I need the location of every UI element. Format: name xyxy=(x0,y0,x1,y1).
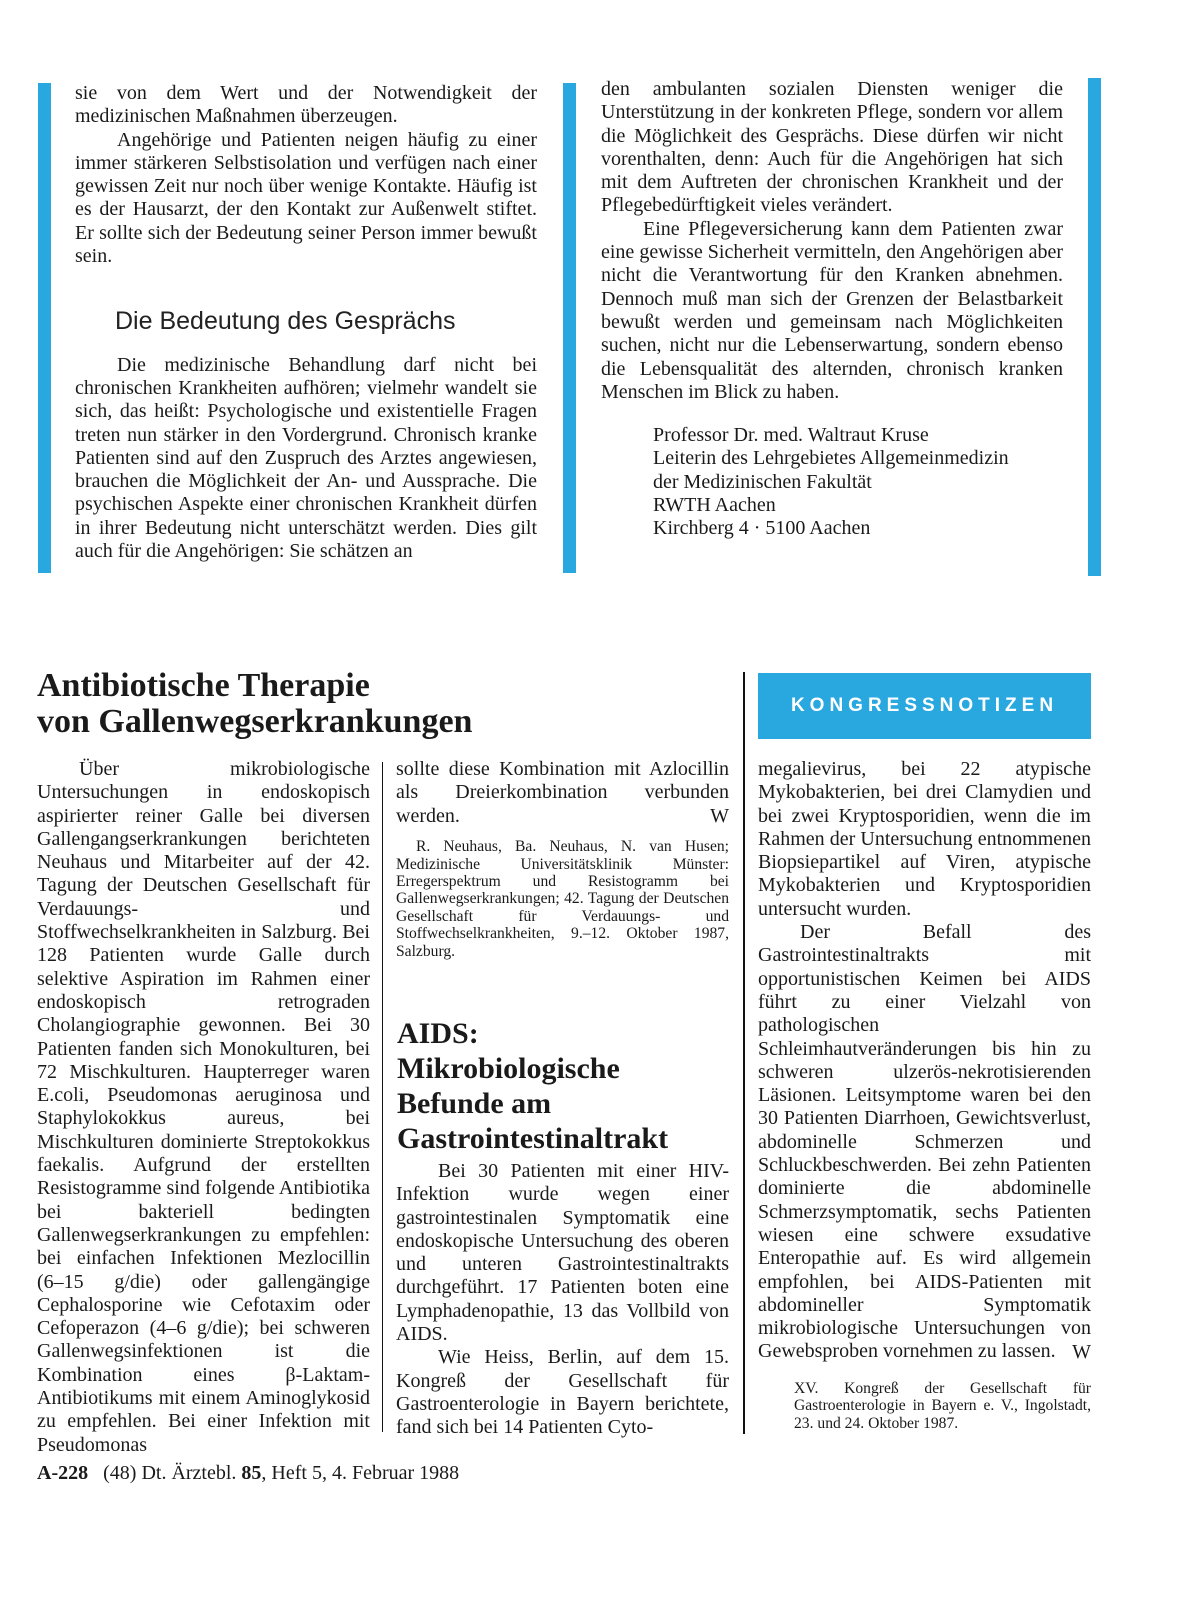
page-offset: (48) xyxy=(103,1462,137,1484)
article-column xyxy=(37,758,370,1457)
author-mark: W xyxy=(1072,1340,1091,1363)
signature-line: Kirchberg 4 · 5100 Aachen xyxy=(653,517,871,540)
paragraph: Über mikrobiologische Untersuchungen in endoskopisch aspirierter reiner Galle bei diversen Gallengangserkrankungen berichteten Neuhaus und Mitarbeiter auf der 42. Tagung der Deutschen Gesellschaft für Verdauungs- und Stoffwechselkrankheiten in Salzburg. Bei 128 Patienten wurde Galle durch selektive Aspiration im Rahmen einer endoskopisch retrograden Cholangiographie gewonnen. Bei 30 Patienten fanden sich Monokulturen, bei 72 Mischkulturen. Haupterreger waren E.coli, Pseudomonas aeruginosa und Staphylokokkus aureus, bei Mischkulturen dominierte Streptokokkus faekalis. Aufgrund der erstellten Resistogramme sind folgende Antibiotika bei bakteriell bedingten Gallenwegserkrankungen zu empfehlen: bei einfachen Infektionen Mezlocillin (6–15 g/die) oder gallengängige Cephalosporine wie Cefotaxim oder Cefoperazon (4–6 g/die); bei schweren Gallenwegsinfektionen ist die Kombination eines β-Laktam-Antibiotikums mit einem Aminoglykosid zu empfehlen. Bei einer Infektion mit Pseudomonas xyxy=(37,758,370,1456)
article-column xyxy=(758,758,1091,1432)
author-mark: W xyxy=(710,804,729,827)
source-citation: XV. Kongreß der Gesellschaft für Gastroenterologie in Bayern e. V., Ingolstadt, 23. und 24. Oktober 1987. xyxy=(794,1380,1091,1432)
headline-line: Befunde am xyxy=(397,1087,552,1120)
page-footer xyxy=(37,1462,459,1485)
article-column xyxy=(396,758,729,960)
paragraph: sollte diese Kombination mit Azlocillin als Dreierkombination verbunden werden. xyxy=(396,758,729,827)
headline-line: Antibiotische Therapie xyxy=(37,667,370,704)
headline-line: AIDS: xyxy=(397,1017,479,1050)
article-headline xyxy=(37,668,717,740)
journal-volume: 85 xyxy=(241,1462,262,1484)
top-right-column xyxy=(601,78,1063,541)
source-citation: R. Neuhaus, Ba. Neuhaus, N. van Husen; Medizinische Universitätsklinik Münster: Erregerspektrum und Resistogramm bei Gallenwegserkrankungen; 42. Tagung der Deutschen Gesellschaft für Verdauungs- und Stoffwechselkrankheiten, 9.–12. Oktober 1987, Salzburg. xyxy=(396,838,729,960)
section-subheading: Die Bedeutung des Gesprächs xyxy=(115,307,456,336)
paragraph: Bei 30 Patienten mit einer HIV-Infektion wurde wegen einer gastrointestinalen Symptomatik eine endoskopische Untersuchung des oberen und unteren Gastrointestinaltrakts durchgeführt. 17 Patienten boten eine Lymphadenopathie, 13 das Vollbild von AIDS. xyxy=(396,1160,729,1346)
top-left-column xyxy=(75,82,537,563)
paragraph: Angehörige und Patienten neigen häufig zu einer immer stärkeren Selbstisolation und verfügen nach einer gewissen Zeit nur noch über wenige Kontakte. Häufig ist es der Hausarzt, der den Kontakt zur Außenwelt stiftet. Er sollte sich der Bedeutung seiner Person immer bewußt sein. xyxy=(75,128,537,268)
headline-line: Gastrointestinaltrakt xyxy=(397,1122,669,1155)
headline-line: Mikrobiologische xyxy=(397,1052,620,1085)
paragraph: den ambulanten sozialen Diensten weniger die Unterstützung in der konkreten Pflege, sondern vor allem die Möglichkeit des Gesprächs. Diese dürfen wir nicht vorenthalten, denn: Auch für die Angehörigen hat sich mit dem Auftreten der chronischen Krankheit und der Pflegebedürftigkeit vieles verändert. xyxy=(601,78,1063,217)
section-banner: KONGRESSNOTIZEN xyxy=(758,673,1091,739)
paragraph: Eine Pflegeversicherung kann dem Patienten zwar eine gewisse Sicherheit vermitteln, den Angehörigen aber nicht die Verantwortung für den Kranken abnehmen. Dennoch muß man sich der Grenzen der Belastbarkeit bewußt werden und gemeinsam nach Möglichkeiten suchen, nicht nur die Lebenserwartung, sondern ebenso die Lebensqualität des alternden, chronisch kranken Menschen im Blick zu haben. xyxy=(601,217,1063,403)
accent-bar-middle xyxy=(563,83,576,573)
journal-name: Dt. Ärztebl. xyxy=(141,1462,237,1484)
paragraph: megalievirus, bei 22 atypische Mykobakterien, bei drei Clamydien und bei zwei Kryptosporidien, wenn die im Rahmen der Untersuchung entnommenen Biopsiepartikel auf Viren, atypische Mykobakterien und Kryptosporidien untersucht wurden. xyxy=(758,758,1091,920)
paragraph: Die medizinische Behandlung darf nicht bei chronischen Krankheiten aufhören; vielmehr wandelt sie sich, das heißt: Psychologische und existentielle Fragen treten nun stärker in den Vordergrund. Chronisch kranke Patienten sind auf den Zuspruch des Arztes angewiesen, brauchen die Möglichkeit der An- und Aussprache. Die psychischen Aspekte einer chronischen Krankheit dürfen in ihrer Bedeutung nicht unterschätzt werden. Dies gilt auch für die Angehörigen: Sie schätzen an xyxy=(75,353,537,563)
article-column xyxy=(396,1160,729,1440)
column-rule xyxy=(743,672,745,1434)
paragraph: Wie Heiss, Berlin, auf dem 15. Kongreß der Gesellschaft für Gastroenterologie in Bayern berichtete, fand sich bei 14 Patienten Cyto- xyxy=(396,1346,729,1439)
accent-bar-right xyxy=(1088,78,1101,576)
page-number: A-228 xyxy=(37,1462,89,1484)
paragraph: Der Befall des Gastrointestinaltrakts mit opportunistischen Keimen bei AIDS führt zu einer Vielzahl von pathologischen Schleimhautveränderungen bis hin zu schweren ulzerös-nekrotisierenden Läsionen. Leitsymptome waren bei den 30 Patienten Diarrhoen, Gewichtsverlust, abdominelle Schmerzen und Schluckbeschwerden. Bei zehn Patienten dominierte die abdominelle Schmerzsymptomatik, sechs Patienten wiesen eine schwere exsudative Enteropathie auf. Es wird allgemein empfohlen, bei AIDS-Patienten mit abdomineller Symptomatik mikrobiologische Untersuchungen von Gewebsproben vornehmen zu lassen. xyxy=(758,921,1091,1363)
article-headline xyxy=(397,1016,737,1156)
signature-line: Leiterin des Lehrgebietes Allgemeinmedizin xyxy=(653,447,1009,470)
paragraph: sie von dem Wert und der Notwendigkeit der medizinischen Maßnahmen überzeugen. xyxy=(75,82,537,128)
signature-line: der Medizinischen Fakultät xyxy=(653,470,872,493)
issue-info: , Heft 5, 4. Februar 1988 xyxy=(261,1462,460,1484)
signature-line: Professor Dr. med. Waltraut Kruse xyxy=(653,424,929,447)
accent-bar-left xyxy=(38,83,51,573)
column-rule xyxy=(382,762,383,1432)
signature-line: RWTH Aachen xyxy=(653,494,776,517)
headline-line: von Gallenwegserkrankungen xyxy=(37,703,473,740)
author-signature xyxy=(653,424,1063,540)
